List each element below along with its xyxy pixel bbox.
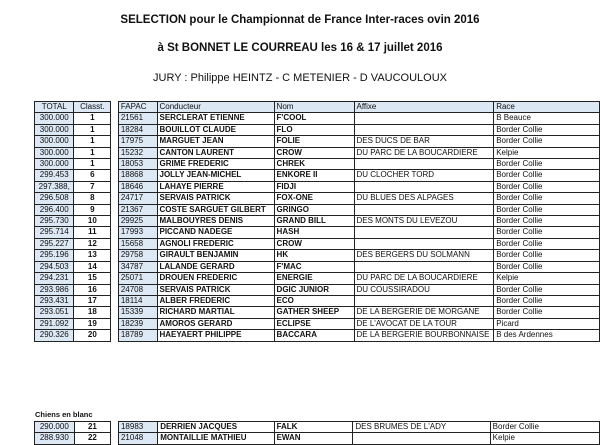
- affixe-cell: DES DUCS DE BAR: [354, 136, 494, 147]
- nom-cell: FOX-ONE: [274, 193, 354, 204]
- conducteur-cell: GIRAULT BENJAMIN: [157, 250, 274, 261]
- conducteur-cell: DERRIEN JACQUES: [158, 422, 274, 433]
- race-cell: Border Collie: [494, 193, 600, 204]
- rank-cell: 22: [74, 433, 111, 444]
- rank-cell: 1: [74, 124, 111, 135]
- nom-cell: F'MAC: [274, 261, 354, 272]
- fapac-cell: 29758: [118, 250, 157, 261]
- conducteur-cell: ALBER FREDERIC: [157, 295, 274, 306]
- total-cell: 291.092: [35, 318, 74, 329]
- rank-cell: 15: [74, 273, 111, 284]
- total-cell: 300.000: [35, 159, 74, 170]
- rank-cell: 1: [74, 136, 111, 147]
- affixe-cell: [353, 433, 490, 444]
- spacer-cell: [111, 181, 119, 192]
- total-cell: 295.714: [35, 227, 74, 238]
- header-row: [35, 102, 600, 113]
- nom-cell: GRINGO: [274, 204, 354, 215]
- nom-cell: CHREK: [274, 159, 354, 170]
- table-row: [35, 193, 600, 204]
- col-total: TOTAL: [35, 102, 74, 113]
- affixe-cell: DU PARC DE LA BOUCARDIERE: [354, 147, 494, 158]
- total-cell: 296.400: [35, 204, 74, 215]
- nom-cell: BACCARA: [274, 330, 354, 341]
- results-table-blanc: [34, 421, 600, 445]
- rank-cell: 17: [74, 295, 111, 306]
- conducteur-cell: GRIME FREDERIC: [157, 159, 274, 170]
- rank-cell: 1: [74, 159, 111, 170]
- table-row: [35, 295, 600, 306]
- affixe-cell: DE LA BERGERIE DE MORGANE: [354, 307, 494, 318]
- spacer-cell: [111, 330, 119, 341]
- spacer-cell: [111, 113, 119, 124]
- affixe-cell: DU COUSSIRADOU: [354, 284, 494, 295]
- total-cell: 290.326: [35, 330, 74, 341]
- table-row: [35, 307, 600, 318]
- total-cell: 293.986: [35, 284, 74, 295]
- col-spacer: [111, 102, 119, 113]
- table-row: [35, 250, 600, 261]
- race-cell: Border Collie: [494, 307, 600, 318]
- fapac-cell: 29925: [118, 216, 157, 227]
- conducteur-cell: SERVAIS PATRICK: [157, 193, 274, 204]
- table-row: [35, 159, 600, 170]
- nom-cell: FIDJI: [274, 181, 354, 192]
- race-cell: Border Collie: [494, 170, 600, 181]
- rank-cell: 20: [74, 330, 111, 341]
- spacer-cell: [111, 433, 119, 444]
- race-cell: Border Collie: [494, 238, 600, 249]
- nom-cell: FALK: [274, 422, 353, 433]
- race-cell: Border Collie: [490, 422, 599, 433]
- total-cell: 300.000: [35, 136, 74, 147]
- total-cell: 295.196: [35, 250, 74, 261]
- spacer-cell: [111, 307, 119, 318]
- nom-cell: ENKORE II: [274, 170, 354, 181]
- spacer-cell: [111, 422, 119, 433]
- table-row: [35, 422, 600, 433]
- fapac-cell: 18053: [118, 159, 157, 170]
- conducteur-cell: AMOROS GERARD: [157, 318, 274, 329]
- nom-cell: DGIC JUNIOR: [274, 284, 354, 295]
- total-cell: 296.508: [35, 193, 74, 204]
- rank-cell: 1: [74, 113, 111, 124]
- conducteur-cell: SERVAIS PATRICK: [157, 284, 274, 295]
- race-cell: Border Collie: [494, 227, 600, 238]
- race-cell: Border Collie: [494, 261, 600, 272]
- rank-cell: 9: [74, 204, 111, 215]
- spacer-cell: [111, 147, 119, 158]
- race-cell: Kelpie: [494, 273, 600, 284]
- nom-cell: HK: [274, 250, 354, 261]
- affixe-cell: DES MONTS DU LEVEZOU: [354, 216, 494, 227]
- nom-cell: GATHER SHEEP: [274, 307, 354, 318]
- total-cell: 300.000: [35, 147, 74, 158]
- rank-cell: 1: [74, 147, 111, 158]
- fapac-cell: 24717: [118, 193, 157, 204]
- spacer-cell: [111, 261, 119, 272]
- total-cell: 295.730: [35, 216, 74, 227]
- nom-cell: CROW: [274, 147, 354, 158]
- spacer-cell: [111, 204, 119, 215]
- conducteur-cell: AGNOLI FREDERIC: [157, 238, 274, 249]
- table-row: [35, 216, 600, 227]
- rank-cell: 12: [74, 238, 111, 249]
- conducteur-cell: SERCLERAT ETIENNE: [157, 113, 274, 124]
- table-row: [35, 170, 600, 181]
- spacer-cell: [111, 250, 119, 261]
- spacer-cell: [111, 193, 119, 204]
- table-row: [35, 238, 600, 249]
- fapac-cell: 17993: [118, 227, 157, 238]
- conducteur-cell: LALANDE GERARD: [157, 261, 274, 272]
- nom-cell: GRAND BILL: [274, 216, 354, 227]
- affixe-cell: DE LA BERGERIE BOURBONNAISE: [354, 330, 494, 341]
- total-cell: 300.000: [35, 124, 74, 135]
- total-cell: 297.388,: [35, 181, 74, 192]
- document-title: SELECTION pour le Championnat de France Inter-races ovin 2016: [120, 14, 480, 26]
- fapac-cell: 18114: [118, 295, 157, 306]
- conducteur-cell: MARGUET JEAN: [157, 136, 274, 147]
- conducteur-cell: PICCAND NADEGE: [157, 227, 274, 238]
- fapac-cell: 21048: [118, 433, 157, 444]
- event-location-date: à St BONNET LE COURREAU les 16 & 17 juillet 2016: [157, 42, 443, 54]
- col-fapac: FAPAC: [118, 102, 157, 113]
- conducteur-cell: BOUILLOT CLAUDE: [157, 124, 274, 135]
- rank-cell: 16: [74, 284, 111, 295]
- table-row: [35, 318, 600, 329]
- affixe-cell: [354, 124, 494, 135]
- table-row: [35, 113, 600, 124]
- conducteur-cell: HAEYAERT PHILIPPE: [157, 330, 274, 341]
- total-cell: 293.431: [35, 295, 74, 306]
- affixe-cell: [354, 204, 494, 215]
- table-row: [35, 284, 600, 295]
- rank-cell: 10: [74, 216, 111, 227]
- nom-cell: F'COOL: [274, 113, 354, 124]
- fapac-cell: 18646: [118, 181, 157, 192]
- nom-cell: CROW: [274, 238, 354, 249]
- race-cell: Border Collie: [494, 136, 600, 147]
- total-cell: 290.000: [35, 422, 75, 433]
- total-cell: 295.227: [35, 238, 74, 249]
- rank-cell: 18: [74, 307, 111, 318]
- spacer-cell: [111, 159, 119, 170]
- fapac-cell: 15339: [118, 307, 157, 318]
- race-cell: Border Collie: [494, 216, 600, 227]
- spacer-cell: [111, 238, 119, 249]
- table-row: [35, 433, 600, 444]
- table-row: [35, 147, 600, 158]
- jury-line: JURY : Philippe HEINTZ - C METENIER - D VAUCOULOUX: [153, 72, 447, 84]
- col-classt: Classt.: [74, 102, 111, 113]
- conducteur-cell: CANTON LAURENT: [157, 147, 274, 158]
- rank-cell: 14: [74, 261, 111, 272]
- table-row: [35, 124, 600, 135]
- rank-cell: 7: [74, 181, 111, 192]
- fapac-cell: 15658: [118, 238, 157, 249]
- conducteur-cell: DROUEN FREDERIC: [157, 273, 274, 284]
- table-row: [35, 181, 600, 192]
- race-cell: Picard: [494, 318, 600, 329]
- affixe-cell: [354, 181, 494, 192]
- spacer-cell: [111, 284, 119, 295]
- race-cell: B Beauce: [494, 113, 600, 124]
- conducteur-cell: LAHAYE PIERRE: [157, 181, 274, 192]
- conducteur-cell: MALBOUYRES DENIS: [157, 216, 274, 227]
- spacer-cell: [111, 136, 119, 147]
- race-cell: Border Collie: [494, 159, 600, 170]
- nom-cell: EWAN: [274, 433, 353, 444]
- total-cell: 293.051: [35, 307, 74, 318]
- affixe-cell: [354, 261, 494, 272]
- total-cell: 299.453: [35, 170, 74, 181]
- affixe-cell: DU CLOCHER TORD: [354, 170, 494, 181]
- nom-cell: ECLIPSE: [274, 318, 354, 329]
- conducteur-cell: JOLLY JEAN-MICHEL: [157, 170, 274, 181]
- nom-cell: FLO: [274, 124, 354, 135]
- total-cell: 294.231: [35, 273, 74, 284]
- fapac-cell: 18789: [118, 330, 157, 341]
- table-row: [35, 273, 600, 284]
- conducteur-cell: RICHARD MARTIAL: [157, 307, 274, 318]
- nom-cell: FOLIE: [274, 136, 354, 147]
- col-affixe: Affixe: [354, 102, 494, 113]
- race-cell: Border Collie: [494, 181, 600, 192]
- nom-cell: HASH: [274, 227, 354, 238]
- col-nom: Nom: [274, 102, 354, 113]
- section-label-chiens-en-blanc: Chiens en blanc: [35, 410, 93, 419]
- fapac-cell: 24708: [118, 284, 157, 295]
- col-conducteur: Conducteur: [157, 102, 274, 113]
- affixe-cell: DU BLUES DES ALPAGES: [354, 193, 494, 204]
- race-cell: Border Collie: [494, 204, 600, 215]
- race-cell: Kelpie: [494, 147, 600, 158]
- spacer-cell: [111, 216, 119, 227]
- fapac-cell: 25071: [118, 273, 157, 284]
- affixe-cell: DE L'AVOCAT DE LA TOUR: [354, 318, 494, 329]
- table-row: [35, 227, 600, 238]
- results-table: [34, 101, 600, 342]
- rank-cell: 19: [74, 318, 111, 329]
- affixe-cell: [354, 238, 494, 249]
- spacer-cell: [111, 273, 119, 284]
- fapac-cell: 17975: [118, 136, 157, 147]
- affixe-cell: [354, 159, 494, 170]
- rank-cell: 8: [74, 193, 111, 204]
- affixe-cell: [354, 295, 494, 306]
- fapac-cell: 15232: [118, 147, 157, 158]
- rank-cell: 11: [74, 227, 111, 238]
- conducteur-cell: COSTE SARGUET GILBERT: [157, 204, 274, 215]
- fapac-cell: 34787: [118, 261, 157, 272]
- race-cell: Border Collie: [494, 124, 600, 135]
- table-row: [35, 204, 600, 215]
- race-cell: Border Collie: [494, 284, 600, 295]
- spacer-cell: [111, 170, 119, 181]
- affixe-cell: DES BRUMES DE L'ADY: [353, 422, 490, 433]
- spacer-cell: [111, 295, 119, 306]
- col-race: Race: [494, 102, 600, 113]
- affixe-cell: DES BERGERS DU SOLMANN: [354, 250, 494, 261]
- table-row: [35, 261, 600, 272]
- spacer-cell: [111, 227, 119, 238]
- fapac-cell: 18284: [118, 124, 157, 135]
- race-cell: Kelpie: [490, 433, 599, 444]
- conducteur-cell: MONTAILLIE MATHIEU: [158, 433, 274, 444]
- affixe-cell: DU PARC DE LA BOUCARDIERE: [354, 273, 494, 284]
- fapac-cell: 18868: [118, 170, 157, 181]
- affixe-cell: [354, 227, 494, 238]
- spacer-cell: [111, 124, 119, 135]
- race-cell: B des Ardennes: [494, 330, 600, 341]
- rank-cell: 21: [74, 422, 111, 433]
- nom-cell: ECO: [274, 295, 354, 306]
- fapac-cell: 18983: [118, 422, 157, 433]
- total-cell: 300.000: [35, 113, 74, 124]
- race-cell: Border Collie: [494, 295, 600, 306]
- rank-cell: 6: [74, 170, 111, 181]
- table-row: [35, 136, 600, 147]
- rank-cell: 13: [74, 250, 111, 261]
- fapac-cell: 18239: [118, 318, 157, 329]
- race-cell: Border Collie: [494, 250, 600, 261]
- nom-cell: ENERGIE: [274, 273, 354, 284]
- fapac-cell: 21367: [118, 204, 157, 215]
- affixe-cell: [354, 113, 494, 124]
- spacer-cell: [111, 318, 119, 329]
- table-row: [35, 330, 600, 341]
- total-cell: 288.930: [35, 433, 75, 444]
- fapac-cell: 21561: [118, 113, 157, 124]
- total-cell: 294.503: [35, 261, 74, 272]
